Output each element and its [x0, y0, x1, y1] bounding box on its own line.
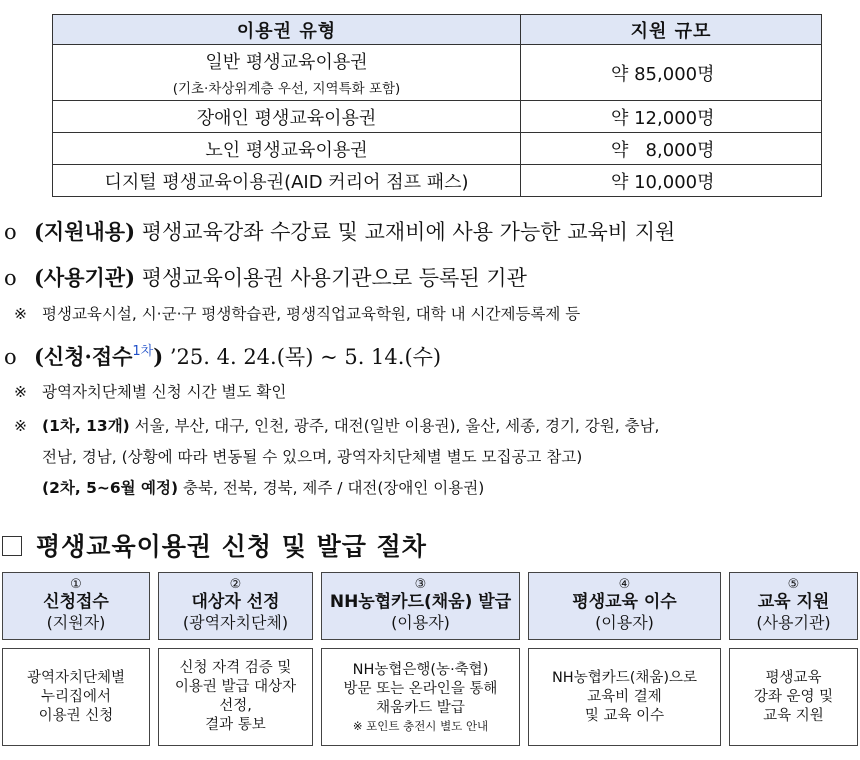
bullet-mark: o: [4, 220, 17, 244]
note-mark: ※: [14, 383, 27, 401]
step-desc-line: 교육비 결제: [587, 688, 662, 705]
step-body-complete: [528, 648, 721, 746]
step-title: 신청접수: [43, 592, 109, 612]
step-actor: (이용자): [595, 613, 654, 632]
square-bullet-icon: [2, 536, 22, 556]
step-desc-line: NH농협은행(농·축협): [352, 661, 489, 678]
note-label: (2차, 5~6월 예정): [42, 479, 179, 497]
bullet-text: 평생교육강좌 수강료 및 교재비에 사용 가능한 교육비 지원: [135, 220, 676, 244]
header-voucher-type: 이용권 유형: [53, 15, 521, 45]
voucher-table: [52, 14, 822, 197]
apply-period-bullet: [4, 340, 441, 371]
step-actor: (광역자치단체): [182, 613, 289, 632]
voucher-type-cell: 디지털 평생교육이용권(AID 커리어 점프 패스): [53, 165, 521, 197]
bullet-label: (지원내용): [34, 219, 136, 244]
institution-note: [14, 302, 580, 324]
step-desc-line: 광역자치단체별: [26, 669, 126, 686]
bullet-label: (신청·접수: [34, 344, 133, 369]
step-desc-line: 교육 지원: [763, 707, 824, 724]
step-title: 대상자 선정: [191, 592, 280, 612]
step-desc-line: 및 교육 이수: [584, 707, 665, 724]
step-body-support: [729, 648, 858, 746]
note-label: (1차, 13개): [42, 417, 130, 435]
support-scale-cell: [521, 45, 822, 101]
step-desc-line: NH농협카드(채움)으로: [551, 669, 698, 686]
table-header-row: [53, 15, 822, 45]
institution-bullet: [4, 262, 527, 292]
voucher-type-note: (기초·차상위계층 우선, 지역특화 포함): [172, 81, 401, 97]
step-header-support: [729, 572, 858, 640]
support-scale-cell: [521, 101, 822, 133]
note-text: 평생교육시설, 시·군·구 평생학습관, 평생직업교육학원, 대학 내 시간제등록제 등: [42, 305, 581, 323]
step-actor: (이용자): [391, 613, 450, 632]
step-actor: (사용기관): [756, 613, 831, 632]
table-row: [53, 101, 822, 133]
step-desc-line: 채움카드 발급: [376, 699, 465, 716]
bullet-label: (사용기관): [34, 265, 136, 290]
voucher-type-cell: [53, 45, 521, 101]
note-mark: ※: [14, 305, 27, 323]
section-title-text: 평생교육이용권 신청 및 발급 절차: [36, 532, 427, 561]
step-desc-line: 평생교육: [765, 669, 822, 686]
apply-note-time: [14, 380, 286, 402]
step-header-select: [158, 572, 313, 640]
step-actor: (지원자): [46, 613, 106, 632]
support-amount: 약 10,000명: [611, 171, 715, 193]
note-text: 충북, 전북, 경북, 제주 / 대전(장애인 이용권): [178, 479, 485, 497]
step-desc-line: 방문 또는 온라인을 통해: [343, 680, 498, 697]
table-row: [53, 45, 822, 101]
support-amount: 약 8,000명: [611, 139, 715, 161]
table-row: [53, 165, 822, 197]
step-header-apply: [2, 572, 150, 640]
apply-note-second-round: [42, 476, 484, 498]
step-desc-line: 누리집에서: [40, 688, 112, 705]
step-desc-line: 이용권 신청: [38, 707, 114, 724]
step-header-complete: [528, 572, 721, 640]
section-title: [2, 527, 427, 563]
step-body-card: [321, 648, 520, 746]
note-text: 광역자치단체별 신청 시간 별도 확인: [42, 383, 287, 401]
step-title: 평생교육 이수: [572, 592, 677, 612]
step-number: ③: [414, 577, 427, 592]
step-desc-line: 이용권 발급 대상자: [174, 679, 297, 695]
step-desc-note: ※ 포인트 충전시 별도 안내: [352, 718, 489, 733]
step-desc-line: 선정,: [219, 698, 252, 714]
support-scale-cell: [521, 133, 822, 165]
voucher-type-cell: 노인 평생교육이용권: [53, 133, 521, 165]
support-amount: 약 85,000명: [611, 63, 715, 85]
step-desc-line: 결과 통보: [205, 717, 266, 733]
bullet-mark: o: [4, 266, 17, 290]
support-content-bullet: [4, 216, 675, 246]
bullet-text: ’25. 4. 24.(목) ~ 5. 14.(수): [163, 345, 442, 369]
step-number: ①: [70, 577, 82, 592]
apply-note-first-round-cont: 전남, 경남, (상황에 따라 변동될 수 있으며, 광역자치단체별 별도 모집공고 참고): [42, 448, 583, 466]
step-header-card: [321, 572, 520, 640]
step-number: ④: [618, 577, 631, 592]
step-desc-line: 신청 자격 검증 및: [179, 660, 292, 676]
header-support-scale: 지원 규모: [521, 15, 822, 45]
step-body-apply: [2, 648, 150, 746]
voucher-type-cell: 장애인 평생교육이용권: [53, 101, 521, 133]
bullet-text: 평생교육이용권 사용기관으로 등록된 기관: [135, 266, 527, 290]
apply-note-first-round: [14, 414, 659, 436]
step-title: NH농협카드(채움) 발급: [329, 592, 512, 612]
step-body-select: [158, 648, 313, 746]
bullet-mark: o: [4, 345, 17, 369]
round-superscript: 1차: [132, 344, 154, 359]
table-row: [53, 133, 822, 165]
note-mark: ※: [14, 417, 27, 435]
step-title: 교육 지원: [757, 592, 830, 612]
step-number: ⑤: [787, 577, 800, 592]
step-number: ②: [229, 577, 242, 592]
voucher-type-name: 일반 평생교육이용권: [205, 52, 368, 73]
support-amount: 약 12,000명: [611, 107, 715, 129]
note-text: 서울, 부산, 대구, 인천, 광주, 대전(일반 이용권), 울산, 세종, 경기, 강원, 충남,: [129, 417, 660, 435]
step-desc-line: 강좌 운영 및: [753, 688, 834, 705]
bullet-label-end: ): [153, 344, 164, 369]
support-scale-cell: [521, 165, 822, 197]
